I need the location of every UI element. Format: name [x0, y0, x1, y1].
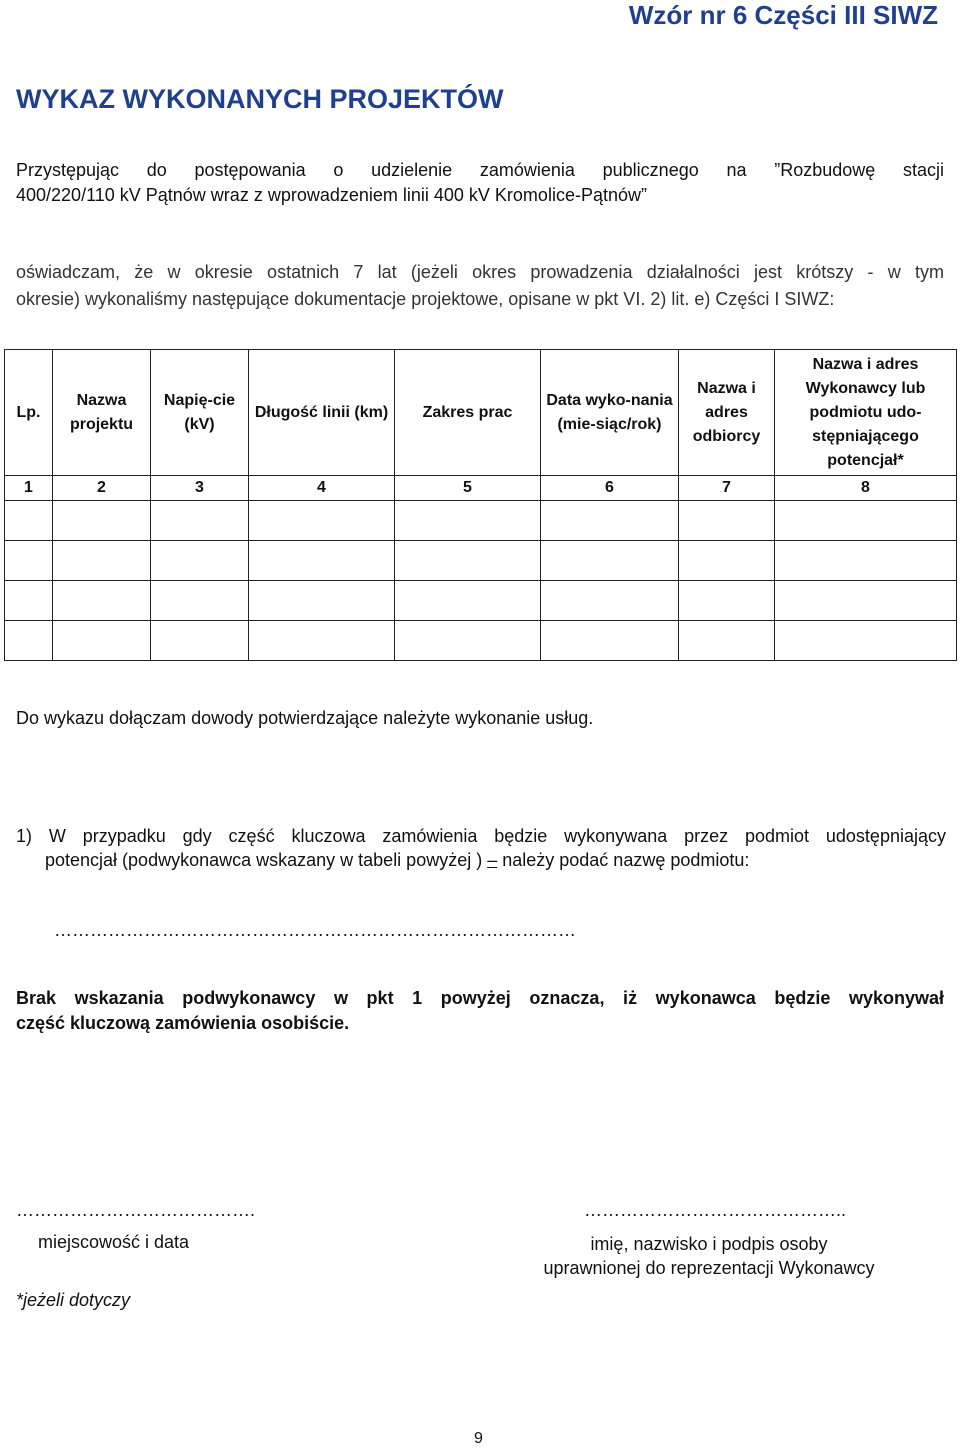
- table-cell[interactable]: [679, 621, 775, 661]
- table-cell[interactable]: [679, 581, 775, 621]
- table-cell[interactable]: [541, 541, 679, 581]
- col-number: 5: [395, 476, 541, 501]
- table-cell[interactable]: [249, 581, 395, 621]
- table-cell[interactable]: [395, 581, 541, 621]
- header-project-name: Nazwa projektu: [53, 350, 151, 476]
- col-number: 3: [151, 476, 249, 501]
- table-cell[interactable]: [775, 541, 957, 581]
- table-cell[interactable]: [775, 581, 957, 621]
- table-cell[interactable]: [249, 621, 395, 661]
- col-number: 2: [53, 476, 151, 501]
- table-cell[interactable]: [541, 501, 679, 541]
- footnote: *jeżeli dotyczy: [16, 1290, 131, 1310]
- subcontractor-name-field[interactable]: ……………………………………………………………………………: [54, 920, 576, 940]
- signature-label-line-2: uprawnionej do reprezentacji Wykonawcy: [543, 1258, 875, 1278]
- bold-notice-line-1: Brak wskazania podwykonawcy w pkt 1 powyżej oznacza, iż wykonawca będzie wykonywał: [16, 988, 944, 1008]
- table-cell[interactable]: [395, 501, 541, 541]
- table-row: [5, 581, 957, 621]
- document-title: WYKAZ WYKONANYCH PROJEKTÓW: [16, 84, 504, 114]
- note-line-2: [16, 848, 946, 872]
- bold-notice-line-2: część kluczową zamówienia osobiście.: [16, 1013, 350, 1033]
- declaration-paragraph: [16, 259, 944, 313]
- note-dash: –: [487, 850, 498, 870]
- header-completion-date: Data wyko-nania (mie-siąc/rok): [541, 350, 679, 476]
- table-cell[interactable]: [151, 581, 249, 621]
- table-cell[interactable]: [541, 581, 679, 621]
- table-cell[interactable]: [541, 621, 679, 661]
- table-cell[interactable]: [151, 621, 249, 661]
- intro-line-1: Przystępując do postępowania o udzielenie zamówienia publicznego na ”Rozbudowę stacji: [16, 160, 944, 180]
- intro-line-2: 400/220/110 kV Pątnów wraz z wprowadzeniem linii 400 kV Kromolice-Pątnów”: [16, 185, 647, 205]
- place-date-field[interactable]: ………………………………….: [16, 1200, 256, 1220]
- col-number: 7: [679, 476, 775, 501]
- header-voltage: Napię-cie (kV): [151, 350, 249, 476]
- table-cell[interactable]: [395, 541, 541, 581]
- note-line-1: 1) W przypadku gdy część kluczowa zamówienia będzie wykonywana przez podmiot udostępniający: [16, 826, 946, 846]
- table-cell[interactable]: [679, 501, 775, 541]
- table-cell[interactable]: [249, 501, 395, 541]
- col-number: 1: [5, 476, 53, 501]
- note-line-2-text: potencjał (podwykonawca wskazany w tabeli powyżej ): [45, 850, 488, 870]
- table-cell[interactable]: [395, 621, 541, 661]
- subcontractor-note: [16, 824, 946, 872]
- header-lp: Lp.: [5, 350, 53, 476]
- table-cell[interactable]: [249, 541, 395, 581]
- table-row: [5, 621, 957, 661]
- projects-table: [4, 349, 957, 661]
- col-number: 8: [775, 476, 957, 501]
- header-recipient: Nazwa i adres odbiorcy: [679, 350, 775, 476]
- form-number-header: Wzór nr 6 Części III SIWZ: [628, 0, 938, 30]
- intro-paragraph: [16, 158, 944, 208]
- declaration-line-2: okresie) wykonaliśmy następujące dokumentacje projektowe, opisane w pkt VI. 2) lit. e) Części I SIWZ:: [16, 289, 835, 309]
- header-work-scope: Zakres prac: [395, 350, 541, 476]
- table-cell[interactable]: [53, 541, 151, 581]
- signature-label-line-1: imię, nazwisko i podpis osoby: [590, 1234, 828, 1254]
- table-cell[interactable]: [5, 581, 53, 621]
- table-cell[interactable]: [775, 621, 957, 661]
- table-header-row: [5, 350, 957, 476]
- proof-statement: Do wykazu dołączam dowody potwierdzające należyte wykonanie usług.: [16, 708, 594, 728]
- table-number-row: [5, 476, 957, 501]
- declaration-line-1: oświadczam, że w okresie ostatnich 7 lat (jeżeli okres prowadzenia działalności jest krótszy - w tym: [16, 262, 944, 282]
- header-line-length: Długość linii (km): [249, 350, 395, 476]
- signature-label: [514, 1232, 904, 1280]
- note-line-2-end: należy podać nazwę podmiotu:: [497, 850, 750, 870]
- bold-notice: [16, 986, 944, 1036]
- table-cell[interactable]: [53, 581, 151, 621]
- table-cell[interactable]: [53, 621, 151, 661]
- table-row: [5, 501, 957, 541]
- place-date-label: miejscowość i data: [38, 1232, 190, 1252]
- table-cell[interactable]: [679, 541, 775, 581]
- table-cell[interactable]: [5, 501, 53, 541]
- header-contractor: Nazwa i adres Wykonawcy lub podmiotu udo-stępniającego potencjał*: [775, 350, 957, 476]
- table-cell[interactable]: [5, 621, 53, 661]
- table-cell[interactable]: [775, 501, 957, 541]
- table-row: [5, 541, 957, 581]
- signature-field[interactable]: ……………………………………..: [584, 1200, 847, 1220]
- table-cell[interactable]: [5, 541, 53, 581]
- table-cell[interactable]: [151, 541, 249, 581]
- col-number: 4: [249, 476, 395, 501]
- table-cell[interactable]: [53, 501, 151, 541]
- col-number: 6: [541, 476, 679, 501]
- table-cell[interactable]: [151, 501, 249, 541]
- page-number: 9: [474, 1430, 483, 1447]
